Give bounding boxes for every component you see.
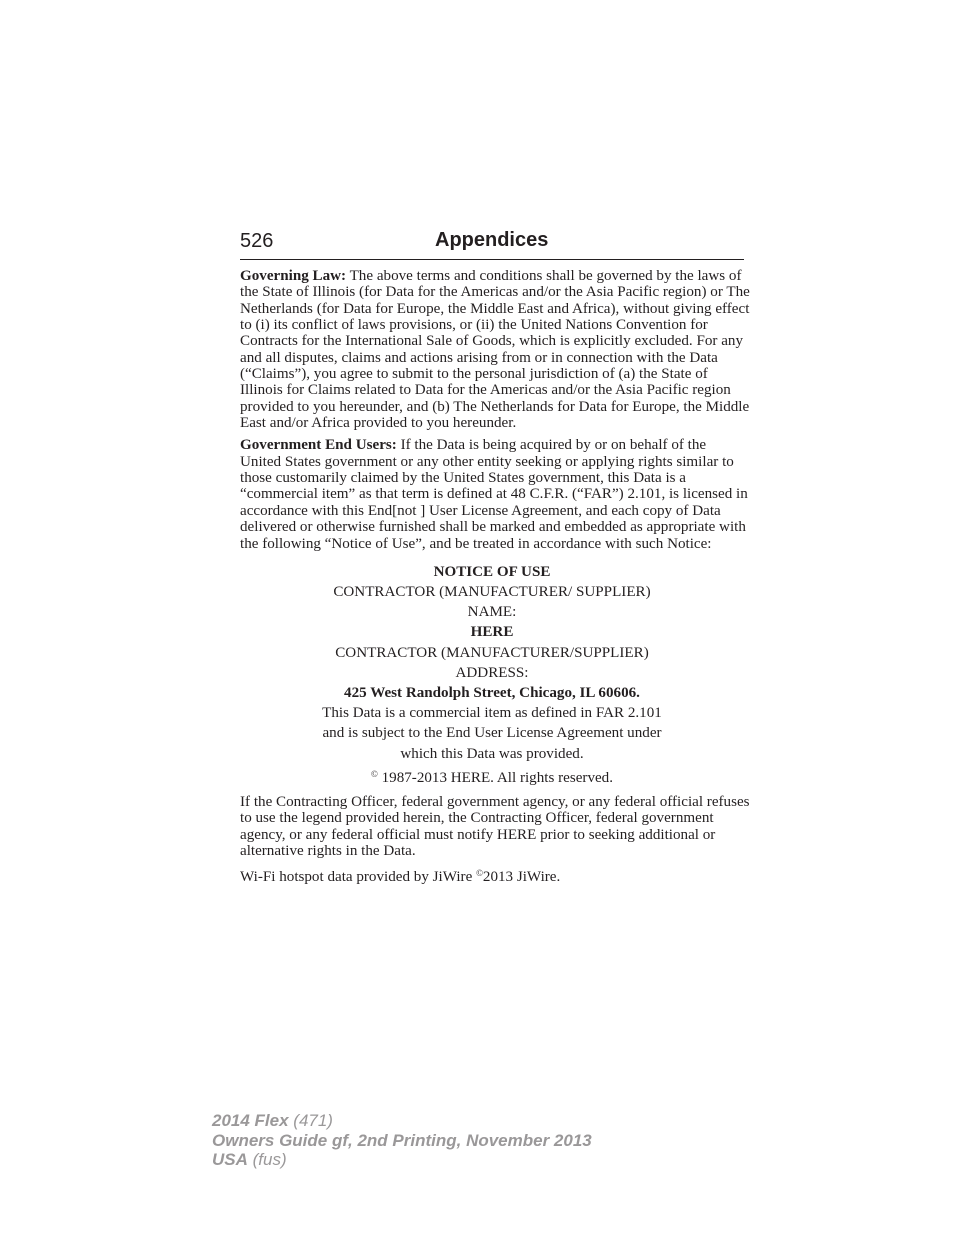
footer-line-1 (212, 1111, 592, 1131)
notice-copyright-text: 1987-2013 HERE. All rights reserved. (377, 769, 614, 786)
wifi-text-before: Wi-Fi hotspot data provided by JiWire (240, 869, 477, 886)
notice-statement-1: This Data is a commercial item as defined in FAR 2.101 (322, 705, 662, 722)
governing-law-text: The above terms and conditions shall be governed by the laws of the State of Illinois (for Data for the Americas and/or the Asia Pacific region) or The Netherlands (for Data for Europe, the Middle East and Africa), without giving effect to (i) its conflict of laws provisions, or (ii) the United Nations Convention for Contracts for the International Sale of Goods, which is explicitly excluded. For any and all disputes, claims and actions arising from or in connection with the Data (“Claims”), you agree to submit to the personal jurisdiction of (a) the State of Illinois for Claims related to Data for the Americas and/or the Asia Pacific region provided to you hereunder, and (b) The Netherlands for Data for Europe, the Middle East and/or Africa provided to you hereunder. (240, 268, 750, 432)
wifi-paragraph (240, 865, 750, 885)
notice-address-label-1: CONTRACTOR (MANUFACTURER/SUPPLIER) (335, 644, 649, 661)
notice-of-use-block (240, 562, 744, 788)
section-title: Appendices (435, 229, 549, 251)
notice-name-value: HERE (470, 624, 514, 641)
footer-model: 2014 Flex (212, 1111, 289, 1130)
notice-name-label-2: NAME: (467, 604, 517, 621)
governing-law-paragraph (240, 268, 750, 431)
footer-line-2 (212, 1131, 592, 1151)
contracting-officer-paragraph: If the Contracting Officer, federal government agency, or any federal official refuses to use the legend provided herein, the Contracting Officer, federal government agency, or any federal official must notify HERE prior to seeking additional or alternative rights in the Data. (240, 794, 750, 860)
wifi-copyright-symbol: © (476, 868, 483, 879)
copyright-symbol: © (370, 768, 378, 779)
notice-statement-2: and is subject to the End User License Agreement under (322, 725, 662, 742)
government-end-users-paragraph (240, 437, 750, 551)
governing-law-label: Governing Law: (240, 268, 347, 284)
page-header (240, 228, 744, 260)
body-text (240, 268, 750, 892)
notice-address-label-2: ADDRESS: (455, 664, 529, 681)
notice-statement-3: which this Data was provided. (400, 745, 584, 762)
page-number: 526 (240, 230, 274, 252)
notice-name-label-1: CONTRACTOR (MANUFACTURER/ SUPPLIER) (333, 584, 651, 601)
footer-guide: Owners Guide gf, 2nd Printing, November 2013 (212, 1130, 592, 1150)
footer-line-3 (212, 1150, 592, 1170)
footer-market-code: (fus) (247, 1150, 287, 1169)
notice-heading: NOTICE OF USE (433, 563, 551, 580)
notice-address-value: 425 West Randolph Street, Chicago, IL 60606. (344, 685, 640, 702)
wifi-text-after: 2013 JiWire. (482, 869, 561, 886)
footer-model-code: (471) (288, 1111, 333, 1130)
notice-copyright (240, 764, 744, 788)
government-end-users-label: Government End Users: (240, 437, 397, 454)
footer-market: USA (212, 1150, 248, 1169)
government-end-users-text: If the Data is being acquired by or on behalf of the United States government or any other entity seeking or applying rights similar to those customarily claimed by the United States government, this Data is a “commercial item” as that term is defined at 48 C.F.R. (“FAR”) 2.101, is licensed in accordance with this End[not ] User License Agreement, and each copy of Data delivered or otherwise furnished shall be marked and embedded as appropriate with the following “Notice of Use”, and be treated in accordance with such Notice: (240, 437, 748, 552)
page-footer (212, 1111, 592, 1170)
